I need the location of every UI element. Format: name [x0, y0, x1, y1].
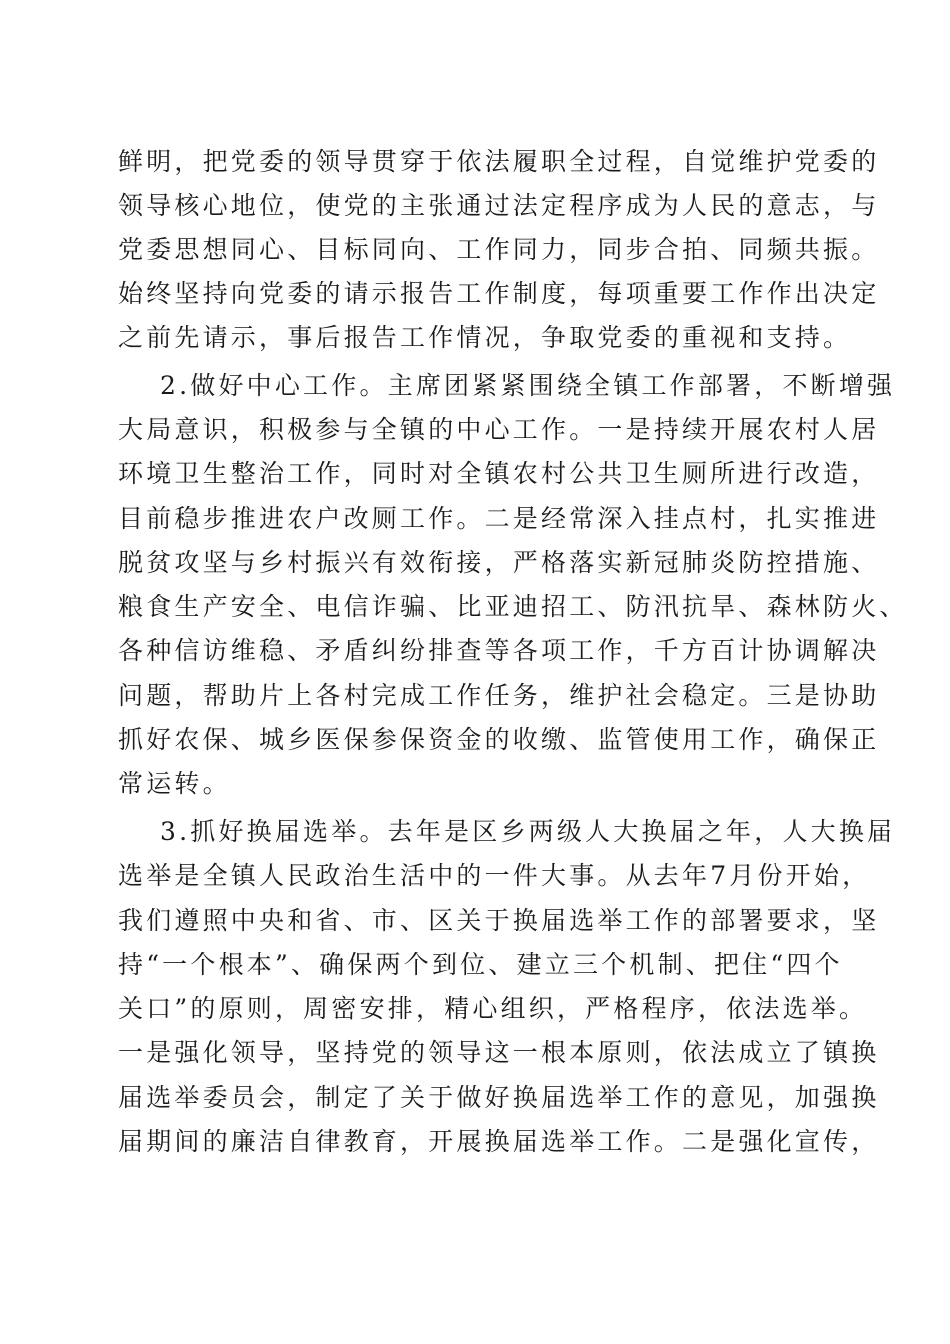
text-line: 目前稳步推进农户改厕工作。二是经常深入挂点村，扎实推进: [118, 504, 880, 533]
text-line: 脱贫攻坚与乡村振兴有效衔接，严格落实新冠肺炎防控措施、: [118, 548, 880, 577]
text-line: 关口”的原则，周密安排，精心组织，严格程序，依法选举。: [118, 994, 868, 1023]
text-line: 始终坚持向党委的请示报告工作制度，每项重要工作作出决定: [118, 279, 880, 308]
text-line: 鲜明，把党委的领导贯穿于依法履职全过程，自觉维护党委的: [118, 147, 880, 176]
text-line: 届选举委员会，制定了关于做好换届选举工作的意见，加强换: [118, 1083, 880, 1112]
text-line: 常运转。: [118, 769, 231, 798]
text-line: 之前先请示，事后报告工作情况，争取党委的重视和支持。: [118, 323, 852, 352]
text-line: 环境卫生整治工作，同时对全镇农村公共卫生厕所进行改造，: [118, 459, 880, 488]
text-line: 我们遵照中央和省、市、区关于换届选举工作的部署要求，坚: [118, 906, 880, 935]
text-line: 领导核心地位，使党的主张通过法定程序成为人民的意志，与: [118, 191, 880, 220]
text-line-paragraph-start: 2.做好中心工作。主席团紧紧围绕全镇工作部署，不断增强: [160, 371, 896, 400]
text-line: 大局意识，积极参与全镇的中心工作。一是持续开展农村人居: [118, 415, 880, 444]
text-line: 一是强化领导，坚持党的领导这一根本原则，依法成立了镇换: [118, 1038, 880, 1067]
text-line: 问题，帮助片上各村完成工作任务，维护社会稳定。三是协助: [118, 681, 880, 710]
text-line: 各种信访维稳、矛盾纠纷排查等各项工作，千方百计协调解决: [118, 636, 880, 665]
text-line: 党委思想同心、目标同向、工作同力，同步合拍、同频共振。: [118, 235, 880, 264]
text-line: 届期间的廉洁自律教育，开展换届选举工作。二是强化宣传，: [118, 1127, 880, 1156]
text-line: 抓好农保、城乡医保参保资金的收缴、监管使用工作，确保正: [118, 725, 880, 754]
text-line: 选举是全镇人民政治生活中的一件大事。从去年7月份开始，: [118, 861, 871, 890]
text-line: 持“一个根本”、确保两个到位、建立三个机制、把住“四个: [118, 950, 843, 979]
text-line: 粮食生产安全、电信诈骗、比亚迪招工、防汛抗旱、森林防火、: [118, 592, 908, 621]
text-line-paragraph-start: 3.抓好换届选举。去年是区乡两级人大换届之年，人大换届: [160, 817, 896, 846]
